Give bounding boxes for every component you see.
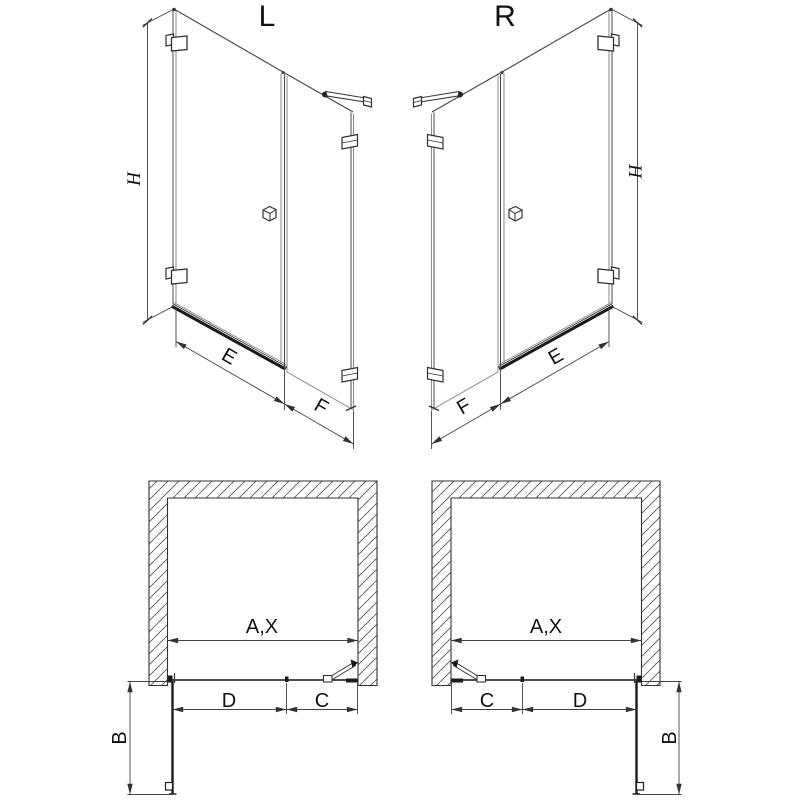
dim-label-C-right: C — [479, 690, 495, 712]
dim-label-D-right: D — [572, 690, 588, 712]
dim-label-AX-right: A,X — [529, 616, 563, 638]
plan-right-wall — [432, 481, 660, 686]
dim-label-B-left: B — [109, 731, 131, 745]
dim-label-D-left: D — [221, 690, 237, 712]
dim-label-C-left: C — [314, 690, 330, 712]
support-bar-clamp-plan — [324, 676, 333, 683]
door-hinge — [166, 34, 187, 51]
dim-label-AX-left: A,X — [245, 616, 279, 638]
view-title-right: R — [494, 0, 516, 33]
view-title-left: L — [258, 0, 276, 33]
dim-label-F-left: F — [310, 394, 332, 420]
elevation-right-view — [414, 8, 643, 449]
support-bar-plan — [330, 663, 356, 681]
panel-top-joint — [282, 71, 285, 74]
door-handle — [263, 207, 276, 222]
hinge-face — [172, 36, 188, 51]
elevation-left-view — [143, 8, 372, 449]
panel-top-edge — [283, 72, 353, 112]
door-hinge-bottom — [166, 267, 187, 284]
dim-label-B-right: B — [659, 731, 681, 745]
dim-label-H-right: H — [624, 164, 645, 178]
dim-label-F-right: F — [453, 394, 475, 420]
dim-label-H-left: H — [124, 172, 145, 186]
dim-label-E-left: E — [217, 343, 241, 370]
panel-wall-bracket — [342, 135, 358, 150]
dim-label-E-right: E — [544, 343, 568, 370]
panel-wall-bracket-bottom — [342, 368, 358, 383]
door-handle-plan — [166, 783, 173, 791]
plan-left-wall — [149, 481, 377, 686]
door-panel-joint — [285, 677, 289, 683]
